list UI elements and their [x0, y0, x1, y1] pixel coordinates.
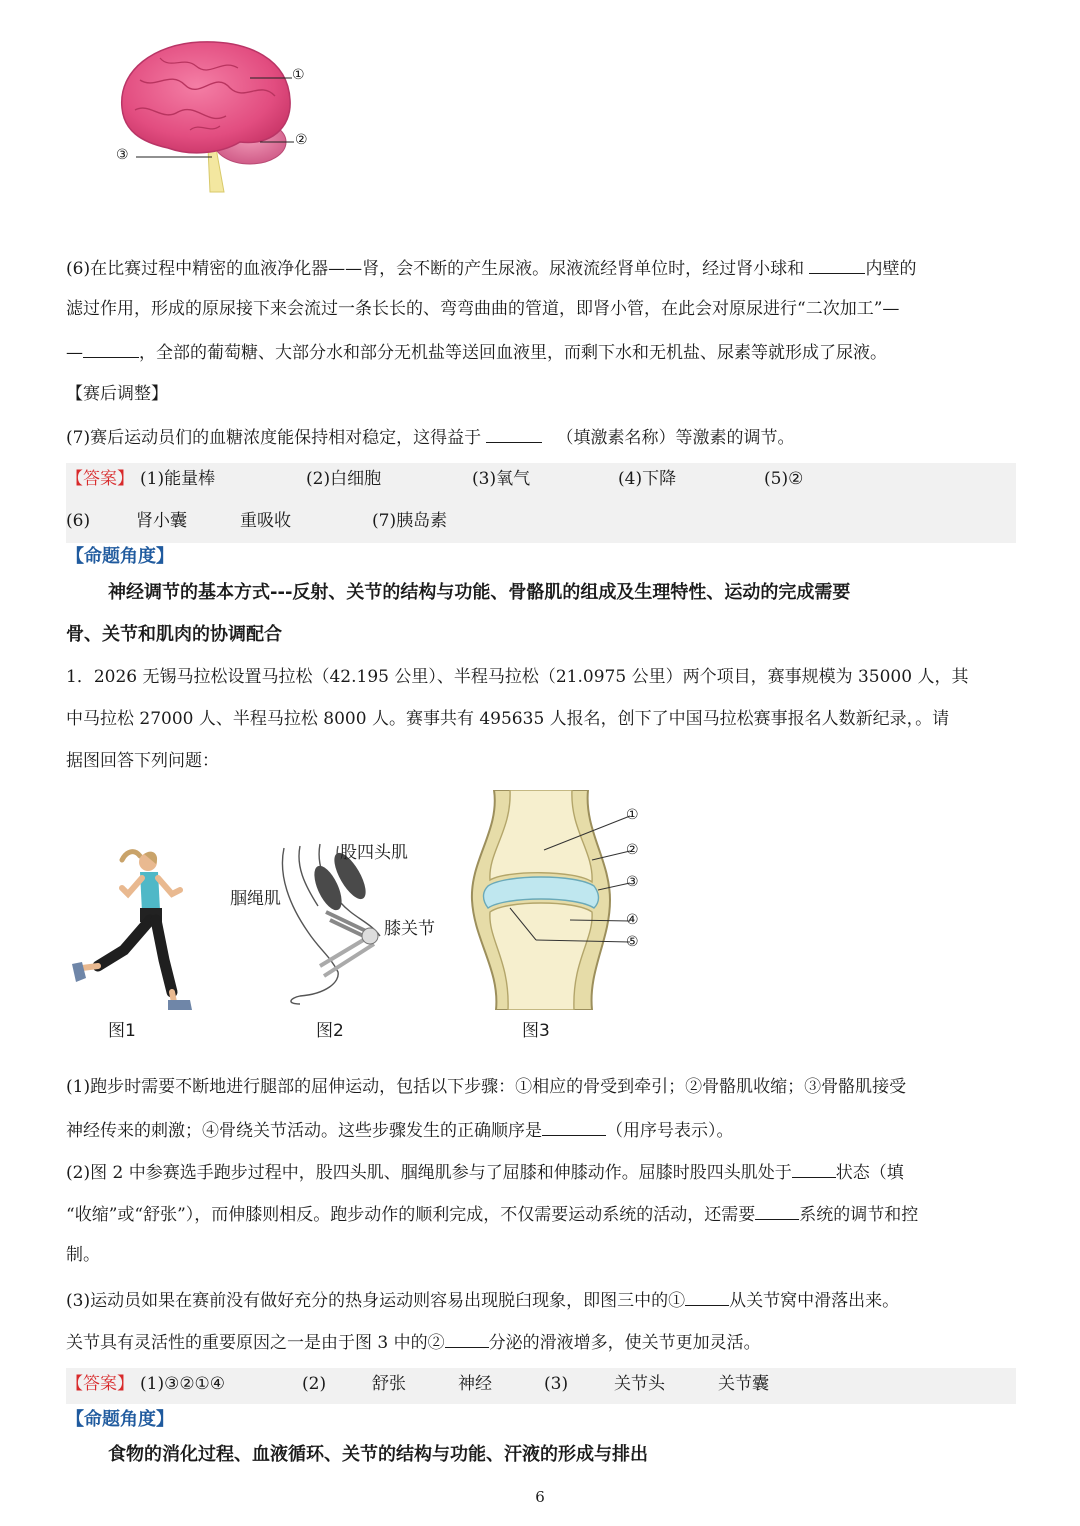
q1-intro-line-3: 据图回答下列问题： — [66, 751, 219, 771]
runner-illustration — [68, 840, 208, 1020]
joint-label-4: ④ — [626, 912, 639, 928]
figure-3-joint — [460, 790, 660, 1010]
angle-2-line-1: 食物的消化过程、血液循环、关节的结构与功能、汗液的形成与排出 — [108, 1444, 648, 1465]
label-quadriceps: 股四头肌 — [340, 843, 408, 863]
answer-1-row-2: (6) 肾小囊 重吸收 (7)胰岛素 — [66, 511, 448, 531]
label-knee-joint: 膝关节 — [384, 919, 435, 939]
answer-2-row: 【答案】 (1)③②①④ (2) 舒张 神经 (3) 关节头 关节囊 — [66, 1374, 769, 1394]
q7-line: (7)赛后运动员们的血糖浓度能保持相对稳定，这得益于 （填激素名称）等激素的调节。 — [66, 424, 1016, 450]
joint-structure-illustration — [460, 790, 660, 1010]
q6-blank-2 — [83, 339, 139, 358]
p2-blank-2 — [755, 1201, 799, 1220]
angle-2-tag: 【命题角度】 — [66, 1409, 174, 1430]
q6-line-3: — ，全部的葡萄糖、大部分水和部分无机盐等送回血液里，而剩下水和无机盐、尿素等就形成了尿液。 — [66, 339, 1016, 365]
brain-label-1: ① — [292, 67, 305, 83]
p3-line-2: 关节具有灵活性的重要原因之一是由于图 3 中的② 分泌的滑液增多，使关节更加灵活。 — [66, 1329, 1016, 1355]
joint-label-2: ② — [626, 842, 639, 858]
brain-label-2: ② — [295, 132, 308, 148]
p1-line-2: 神经传来的刺激；④骨绕关节活动。这些步骤发生的正确顺序是 （用序号表示）。 — [66, 1117, 1016, 1143]
p3-line-1: (3)运动员如果在赛前没有做好充分的热身运动则容易出现脱臼现象，即图三中的① 从关节窝中滑落出来。 — [66, 1287, 1016, 1313]
angle-1-line-2: 骨、关节和肌肉的协调配合 — [66, 624, 282, 645]
q6-blank-1 — [809, 255, 865, 274]
q1-intro-line-1: 1．2026 无锡马拉松设置马拉松（42.195 公里）、半程马拉松（21.0975 公里）两个项目，赛事规模为 35000 人，其 — [66, 667, 969, 687]
p1-blank — [542, 1117, 606, 1136]
joint-label-1: ① — [626, 807, 639, 823]
p2-line-3: 制。 — [66, 1245, 100, 1265]
p3-blank-2 — [445, 1329, 489, 1348]
p3-blank-1 — [685, 1287, 729, 1306]
section-post-race: 【赛后调整】 — [66, 384, 168, 404]
answer-tag-2: 【答案】 — [66, 1374, 134, 1394]
figure-2-caption: 图2 — [316, 1021, 344, 1041]
joint-label-5: ⑤ — [626, 934, 639, 950]
label-hamstring: 腘绳肌 — [230, 889, 281, 909]
page-number: 6 — [535, 1488, 545, 1506]
brain-illustration — [100, 30, 330, 200]
p2-blank-1 — [792, 1159, 836, 1178]
brain-label-3: ③ — [116, 147, 129, 163]
answer-1-row-1: 【答案】 (1)能量棒 (2)白细胞 (3)氧气 (4)下降 (5)② — [66, 469, 804, 489]
brain-figure — [100, 30, 330, 200]
angle-1-line-1: 神经调节的基本方式---反射、关节的结构与功能、骨骼肌的组成及生理特性、运动的完成需要 — [108, 582, 851, 603]
figure-3-caption: 图3 — [522, 1021, 550, 1041]
q7-blank — [486, 424, 542, 443]
figure-1-runner — [68, 840, 208, 1020]
p1-line-1: (1)跑步时需要不断地进行腿部的屈伸运动，包括以下步骤：①相应的骨受到牵引；②骨骼肌收缩；③骨骼肌接受 — [66, 1077, 907, 1097]
joint-label-3: ③ — [626, 874, 639, 890]
q6-line-1: (6)在比赛过程中精密的血液净化器——肾，会不断的产生尿液。尿液流经肾单位时，经过肾小球和 内壁的 — [66, 255, 1016, 281]
angle-1-tag: 【命题角度】 — [66, 546, 174, 567]
p2-line-2: “收缩”或“舒张”），而伸膝则相反。跑步动作的顺利完成，不仅需要运动系统的活动，还需要 系统的调节和控 — [66, 1201, 1016, 1227]
q6-line-2: 滤过作用，形成的原尿接下来会流过一条长长的、弯弯曲曲的管道，即肾小管，在此会对原尿进行“二次加工”— — [66, 299, 900, 319]
p2-line-1: (2)图 2 中参赛选手跑步过程中，股四头肌、腘绳肌参与了屈膝和伸膝动作。屈膝时股四头肌处于 状态（填 — [66, 1159, 1016, 1185]
figure-1-caption: 图1 — [108, 1021, 136, 1041]
answer-tag: 【答案】 — [66, 469, 134, 489]
q1-intro-line-2: 中马拉松 27000 人、半程马拉松 8000 人。赛事共有 495635 人报名，创下了中国马拉松赛事报名人数新纪录，。请 — [66, 709, 950, 729]
